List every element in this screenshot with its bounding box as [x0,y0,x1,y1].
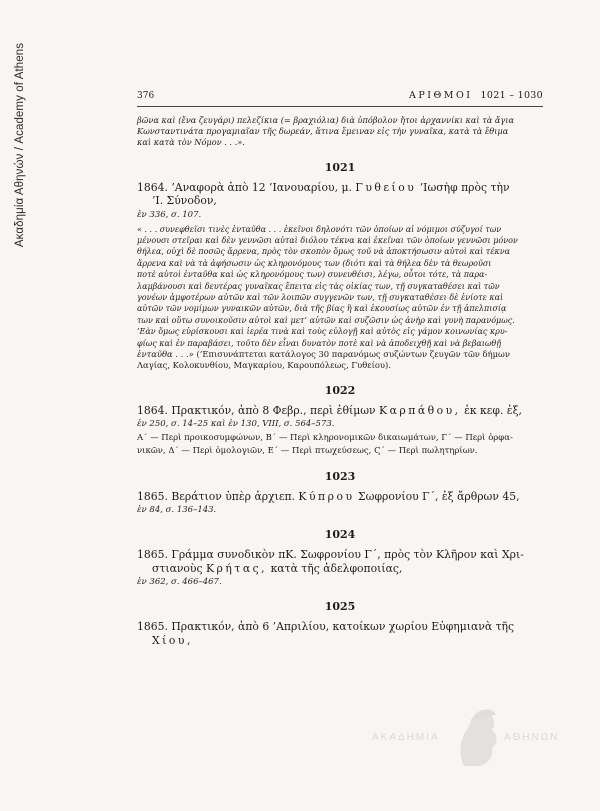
entry-heading [137,404,543,418]
athena-head-icon [450,704,502,774]
running-range: 1021 – 1030 [480,90,543,101]
entry-heading-text: 1864. Πρακτικόν, ἀπὸ 8 Φεβρ., περὶ ἐθίμων [137,403,376,417]
entry-place: Γυθείου [355,180,417,194]
running-title: ΑΡΙΘΜΟΙ [408,90,473,101]
entry-place: Κρήτας, [205,561,268,575]
entry-heading [137,490,543,504]
entry-heading-text: στιανοὺς [152,561,203,575]
entry-list-line: Α΄ — Περὶ προικοσυμφώνων, Β΄ — Περὶ κληρονομικῶν δικαιωμάτων, Γ΄ — Περὶ ὀρφα- [137,433,513,444]
quote-line: λαμβάνουσι καὶ δευτέρας γυναῖκας ἔπειτα εἰς τὰς οἰκίας των, τῇ συγκαταθέσει καὶ τῶν [137,281,500,291]
quote-line: μένουσι στεῖραι καὶ δὲν γεννῶσι αὐταὶ διόλου τέκνα καὶ ἐκεῖναι τῶν ὁποίων γεννῶσι μόνον [137,236,518,246]
entry-heading-line2: ’Ι. Σύνοδον, [152,194,217,208]
entry-heading-text: 1865. Βεράτιον ὑπὲρ ἀρχιεπ. [137,489,295,503]
entry-heading-line2 [137,634,543,648]
entry-place: Χίου, [152,633,193,647]
entry-heading-text: ἐκ κεφ. ἐξ, [464,403,522,417]
archive-sidebar [2,20,38,280]
quote-line: γονέων ἀμφοτέρων αὐτῶν καὶ τῶν λοιπῶν συγγενῶν των, τῇ συγκαταθέσει δὲ ἐνίοτε καὶ [137,293,504,303]
entry-list-line: νικῶν, Δ΄ — Περὶ ὁμολογιῶν, Ε΄ — Περὶ πτωχεύσεως, Ϛ΄ — Περὶ πωλητηρίων. [137,445,478,456]
entry-1022 [137,384,543,458]
quote-line: των καὶ οὕτω συνοικοῦσιν αὐτοὶ καὶ μετ’ αὐτῶν καὶ συζῶσιν ὡς ἀνὴρ καὶ γυνὴ παρανόμως. [137,315,515,325]
intro-line: βῶνα καὶ (ἕνα ζευγάρι) πελεζίκια (= βραχιόλια) διὰ ὑπόβολον ἤτοι ἀρχαννίκι καὶ τὰ ἄγια [137,115,515,125]
quote-line: ἄρρενα καὶ νὰ τὰ ἀφήσωσιν ὡς κληρονόμους των (διότι καὶ τὰ θήλεα δὲν τὰ θεωροῦσι [137,258,492,268]
entry-heading: 1865. Πρακτικόν, ἀπὸ 6 ’Απριλίου, κατοίκων χωρίου Εὐφημιανὰ τῆς [137,620,515,634]
book-page [137,90,543,647]
quote-line: αὐτῶν τῶν νομίμων γυναικῶν αὐτῶν, διὰ τῆς βίας ἢ καὶ ἑκουσίως αὐτῶν ἐν τῇ ἀπελπισίᾳ [137,304,507,314]
page-header [137,90,543,107]
entry-heading-line2 [137,562,543,576]
archive-label: Ακαδημία Αθηνών / Academy of Athens [14,42,26,248]
tail-note: (’Επισυνάπτεται κατάλογος 30 παρανόμως συζώντων ζευγῶν τῶν δήμων [196,349,510,360]
watermark-right-text: ΑΘΗΝΩΝ [504,732,560,743]
quote-line: φίως καὶ ἐν παραβάσει, τοῦτο δὲν εἶναι δυνατὸν ποτὲ καὶ νὰ ἀποδειχθῇ καὶ νὰ βεβαιωθῇ [137,338,502,348]
entry-heading-text: 1864. ’Αναφορὰ ἀπὸ 12 ’Ιανουαρίου, μ. [137,180,352,194]
watermark-left-text: ΑΚΑΔΗΜΙΑ [372,732,440,743]
intro-line: Κωνσταντινάτα προγαμιαῖαν τῆς δωρεάν, ἅτινα ἔμειναν εἰς τὴν γυναῖκα, κατὰ τὰ ἔθιμα [137,126,509,137]
entry-number: 1022 [324,383,356,397]
running-head [409,90,543,101]
entry-heading-text: Σωφρονίου Γ΄, ἐξ ἄρθρων 45, [358,489,520,503]
entry-heading-text: κατὰ τῆς ἀδελφοποιίας, [270,561,403,575]
entry-number: 1021 [324,160,356,174]
entry-reference: ἐν 336, σ. 107. [137,209,202,220]
quote-last: ἐνταῦθα . . .» [137,349,194,360]
entry-reference: ἐν 362, σ. 466–467. [137,577,222,588]
quote-tail [137,349,543,360]
intro-line: καὶ κατὰ τὸν Νόμον . . .». [137,137,245,148]
entry-heading: 1865. Γράμμα συνοδικὸν πΚ. Σωφρονίου Γ΄, πρὸς τὸν Κλῆρον καὶ Χρι- [137,548,524,562]
entry-1021 [137,161,543,372]
entry-1025 [137,600,543,647]
entry-1023 [137,470,543,517]
quote-line: θήλεα, οὐχὶ δὲ ποσῶς ἄρρενα, πρὸς τὸν σκοπὸν ὅμως τοῦ νὰ ἀποκτήσωσιν αὐτοὶ καὶ τέκνα [137,247,511,257]
entry-place: Καρπάθου, [379,403,461,417]
quote-line: ’Εὰν ὅμως εὑρίσκουσι καὶ ἱερέα τινὰ καὶ τοὺς εὐλογῇ καὶ αὐτὸς εἰς γάμον κοινωνίας κρυ- [137,327,508,337]
entry-quote [137,224,543,372]
entry-number: 1023 [324,469,356,483]
quote-line: ποτὲ αὐτοὶ ἐνταῦθα καὶ ὡς κληρονόμους των) συνευθέισι, λέγω, οὗτοι τότε, τὰ παρα- [137,270,488,280]
academy-watermark [372,700,562,780]
tail-note-line2: Λαγίας, Κολοκυνθίου, Μαγκαρίου, Καρουπόλεως, Γυθείου). [137,360,391,371]
quote-line: « . . . συνεφθεῖσι τινὲς ἐνταῦθα . . . ἐκεῖνοι δηλονότι τῶν ὁποίων αἱ νόμιμοι σύζυγοί των [137,224,502,234]
entry-heading-text: ’Ιωσὴφ πρὸς τὴν [419,180,510,194]
entry-reference: ἐν 250, σ. 14–25 καὶ ἐν 130, VIII, σ. 564–573. [137,419,335,430]
page-number: 376 [137,91,155,101]
entry-reference: ἐν 84, σ. 136–143. [137,505,217,516]
entry-number: 1025 [324,600,356,614]
entry-place: Κύπρου [298,489,355,503]
entry-heading [137,181,543,195]
entry-number: 1024 [324,528,356,542]
intro-paragraph [137,115,543,149]
entry-1024 [137,528,543,588]
